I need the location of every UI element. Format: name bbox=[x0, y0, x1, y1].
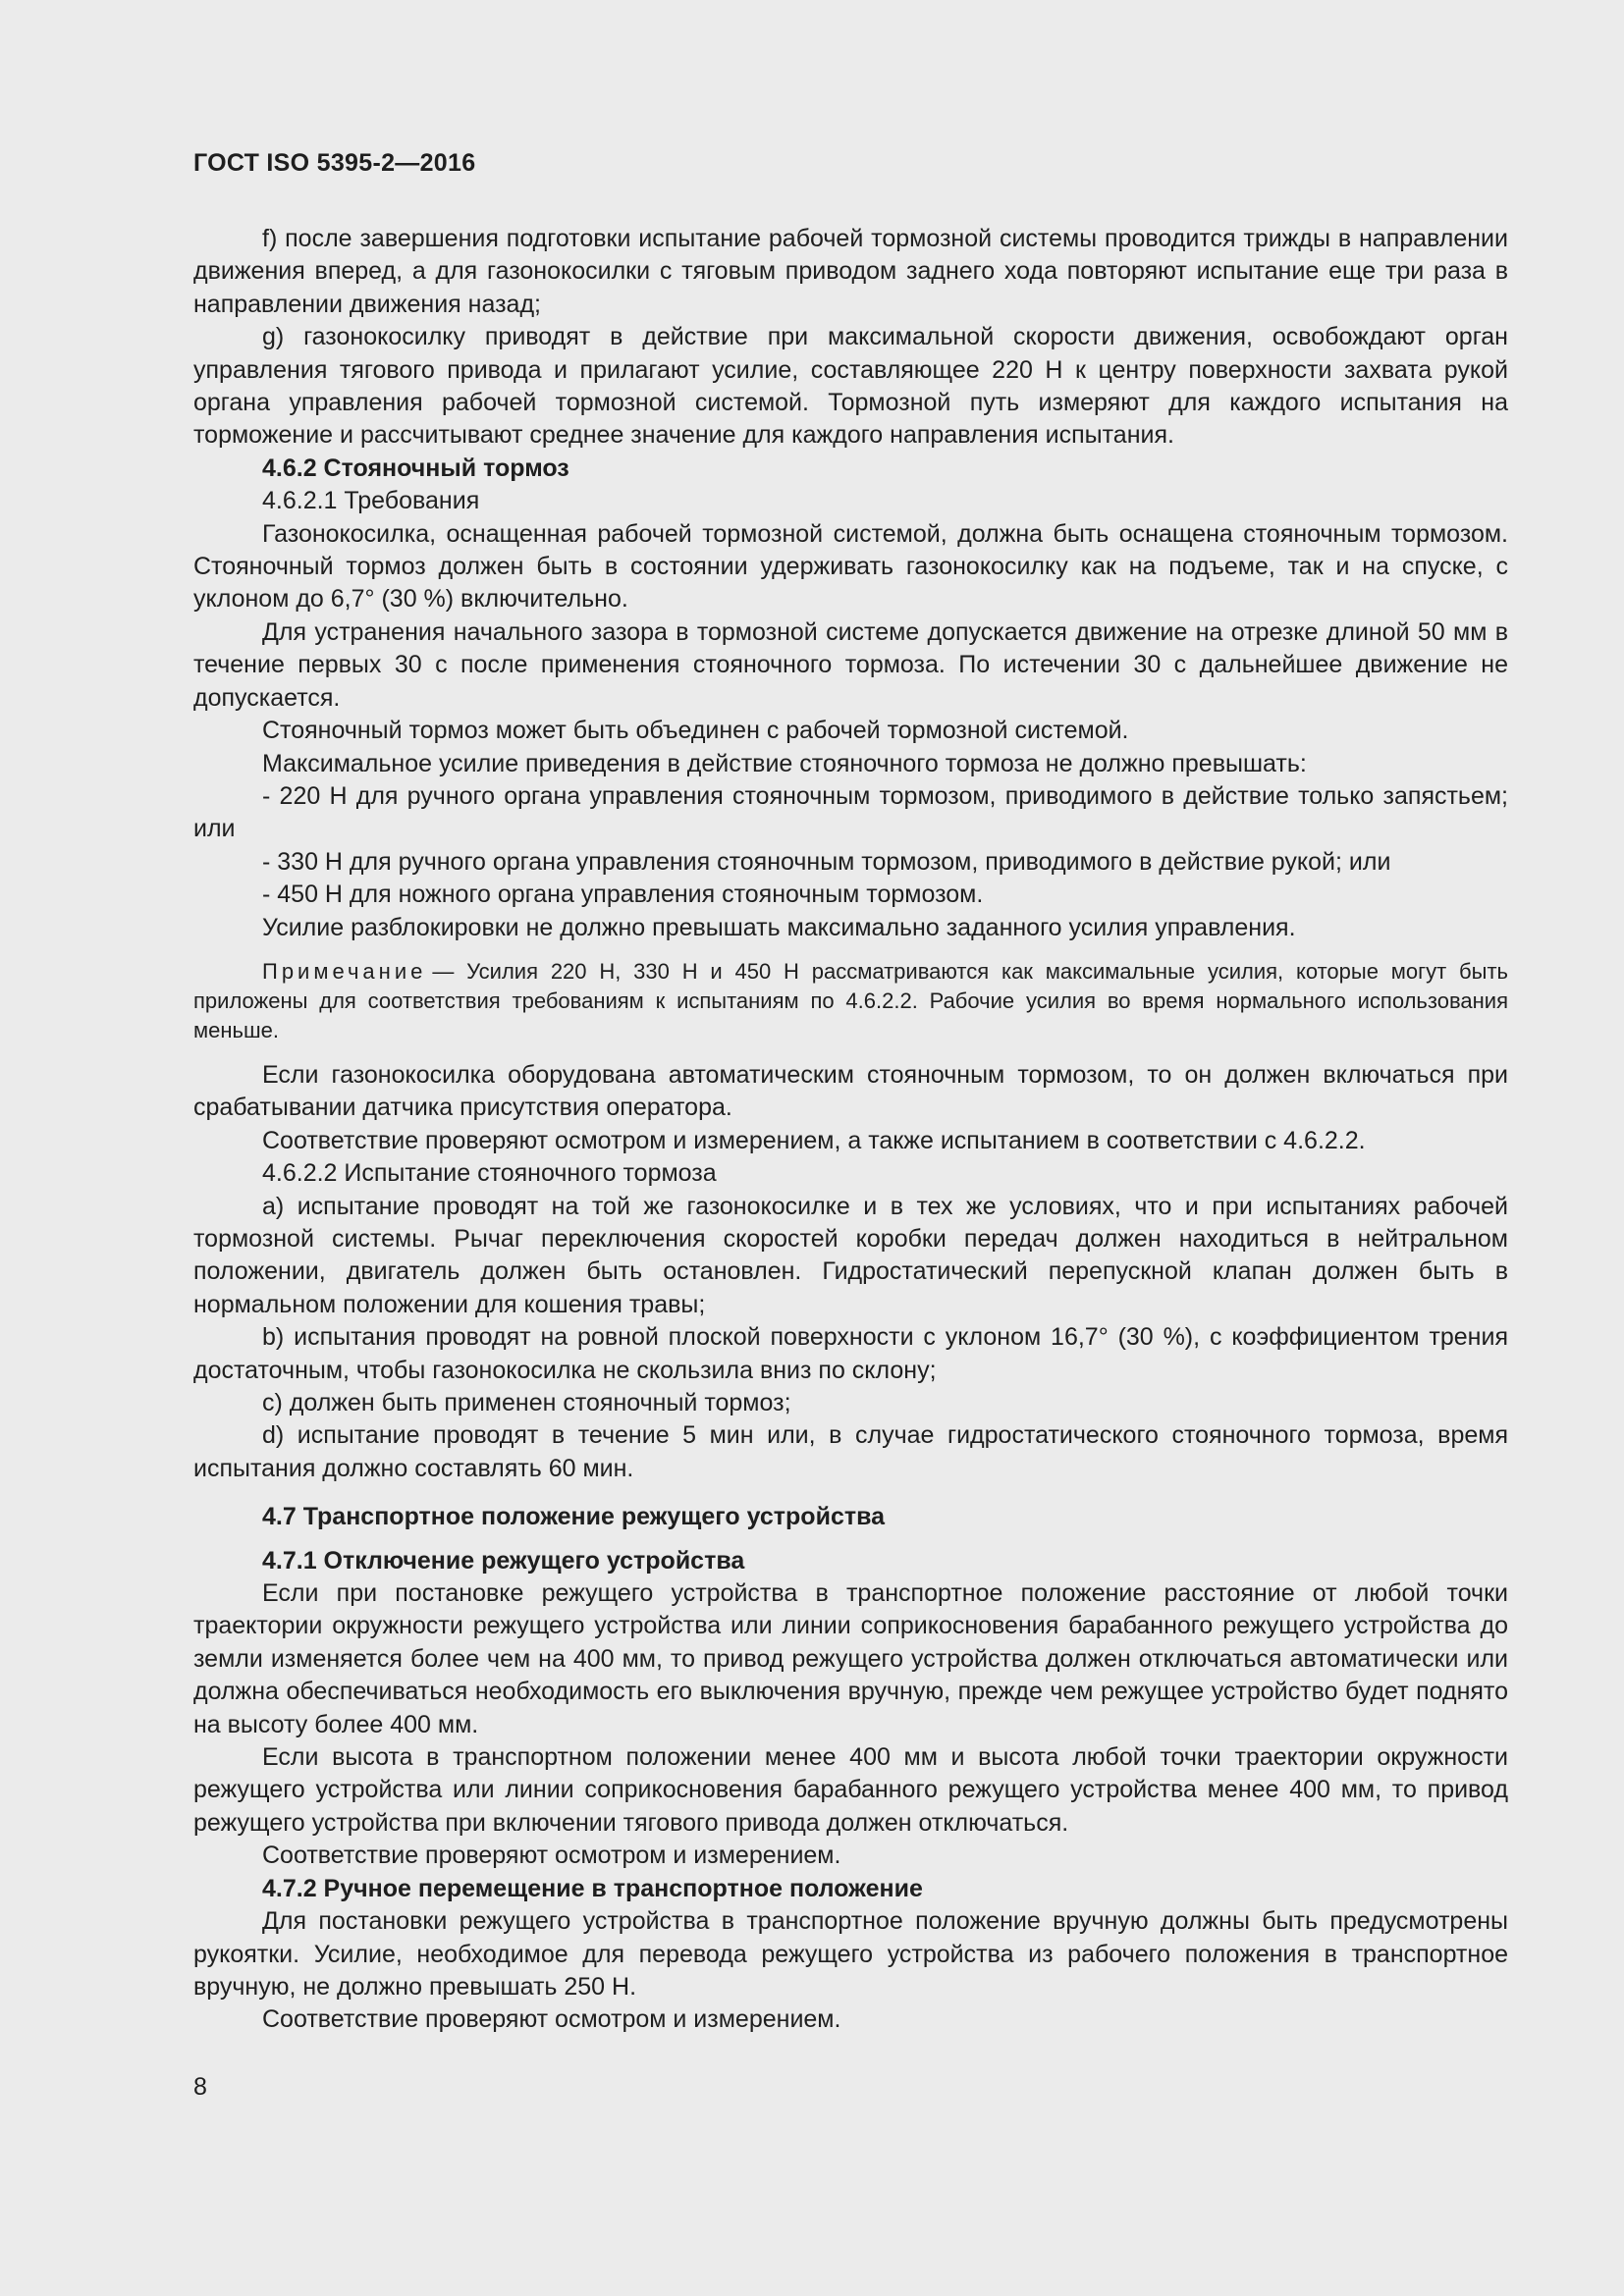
list-item: - 330 Н для ручного органа управления стояночным тормозом, приводимого в действие рукой; или bbox=[262, 847, 1391, 876]
list-item: - 450 Н для ножного органа управления стояночным тормозом. bbox=[262, 881, 984, 909]
heading-4-7-2: 4.7.2 Ручное перемещение в транспортное положение bbox=[262, 1874, 923, 1902]
test-item-a: a) испытание проводят на той же газонокосилке и в тех же условиях, что и при испытаниях рабочей тормозной системы. Рычаг переключения скоростей коробки передач должен находиться в нейтральном положении, двигатель должен быть остановлен. Гидростатический перепускной клапан должен быть в нормальном положении для кошения травы; bbox=[193, 1192, 1508, 1318]
heading-4-7-1: 4.7.1 Отключение режущего устройства bbox=[262, 1546, 745, 1575]
paragraph: Газонокосилка, оснащенная рабочей тормозной системой, должна быть оснащена стояночным тормозом. Стояночный тормоз должен быть в состоянии удерживать газонокосилку как на подъеме, так и на спуске, с уклоном до 6,7° (30 %) включительно. bbox=[193, 519, 1508, 614]
paragraph: Для постановки режущего устройства в транспортное положение вручную должны быть предусмотрены рукоятки. Усилие, необходимое для перевода режущего устройства из рабочего положения в транспортное вручную, не должно превышать 250 Н. bbox=[193, 1907, 1508, 2001]
note-text: — Усилия 220 Н, 330 Н и 450 Н рассматриваются как максимальные усилия, которые могут быть приложены для соответствия требованиям к испытаниям по 4.6.2.2. Рабочие усилия во время нормального использования меньше. bbox=[193, 958, 1508, 1042]
paragraph: Максимальное усилие приведения в действие стояночного тормоза не должно превышать: bbox=[262, 749, 1307, 777]
test-item-c: c) должен быть применен стояночный тормоз; bbox=[262, 1389, 791, 1416]
heading-4-6-2: 4.6.2 Стояночный тормоз bbox=[262, 454, 569, 482]
paragraph: Соответствие проверяют осмотром и измерением, а также испытанием в соответствии с 4.6.2.2. bbox=[262, 1126, 1366, 1154]
document-header: ГОСТ ISO 5395-2—2016 bbox=[193, 149, 476, 177]
test-item-b: b) испытания проводят на ровной плоской поверхности с уклоном 16,7° (30 %), с коэффициентом трения достаточным, чтобы газонокосилка не скользила вниз по склону; bbox=[193, 1323, 1508, 1384]
document-body bbox=[193, 223, 1508, 2037]
paragraph: Соответствие проверяют осмотром и измерением. bbox=[262, 2005, 841, 2034]
paragraph: Стояночный тормоз может быть объединен с рабочей тормозной системой. bbox=[262, 717, 1129, 745]
paragraph: Если высота в транспортном положении менее 400 мм и высота любой точки траектории окружности режущего устройства или линии соприкосновения барабанного режущего устройства менее 400 мм, то привод режущего устройства при включении тягового привода должен отключаться. bbox=[193, 1743, 1508, 1837]
paragraph-f: f) после завершения подготовки испытание рабочей тормозной системы проводится трижды в направлении движения вперед, а для газонокосилки с тяговым приводом заднего хода повторяют испытание еще три раза в направлении движения назад; bbox=[193, 225, 1508, 318]
test-item-d: d) испытание проводят в течение 5 мин или, в случае гидростатического стояночного тормоза, время испытания должно составлять 60 мин. bbox=[193, 1421, 1508, 1482]
paragraph: Если газонокосилка оборудована автоматическим стояночным тормозом, то он должен включаться при срабатывании датчика присутствия оператора. bbox=[193, 1060, 1508, 1122]
paragraph: Если при постановке режущего устройства в транспортное положение расстояние от любой точки траектории окружности режущего устройства или линии соприкосновения барабанного режущего устройства до земли изменяется более чем на 400 мм, то привод режущего устройства должен отключаться автоматически или должна обеспечиваться необходимость его выключения вручную, прежде чем режущее устройство будет поднято на высоту более 400 мм. bbox=[193, 1579, 1508, 1738]
paragraph-g: g) газонокосилку приводят в действие при максимальной скорости движения, освобождают орган управления тягового привода и прилагают усилие, составляющее 220 Н к центру поверхности захвата рукой органа управления рабочей тормозной системой. Тормозной путь измеряют для каждого испытания на торможение и рассчитывают среднее значение для каждого направления испытания. bbox=[193, 323, 1508, 450]
list-item: - 220 Н для ручного органа управления стояночным тормозом, приводимого в действие только запястьем; или bbox=[193, 781, 1508, 843]
paragraph: Соответствие проверяют осмотром и измерением. bbox=[262, 1842, 841, 1870]
note-label: Примечание bbox=[262, 958, 427, 984]
subheading-4-6-2-1: 4.6.2.1 Требования bbox=[262, 487, 480, 515]
subheading-4-6-2-2: 4.6.2.2 Испытание стояночного тормоза bbox=[262, 1159, 717, 1188]
paragraph: Усилие разблокировки не должно превышать максимально заданного усилия управления. bbox=[262, 913, 1296, 941]
page-number: 8 bbox=[193, 2073, 207, 2101]
paragraph: Для устранения начального зазора в тормозной системе допускается движение на отрезке длиной 50 мм в течение первых 30 с после применения стояночного тормоза. По истечении 30 с дальнейшее движение не допускается. bbox=[193, 617, 1508, 712]
heading-4-7: 4.7 Транспортное положение режущего устройства bbox=[262, 1503, 886, 1531]
note bbox=[193, 957, 1508, 1045]
